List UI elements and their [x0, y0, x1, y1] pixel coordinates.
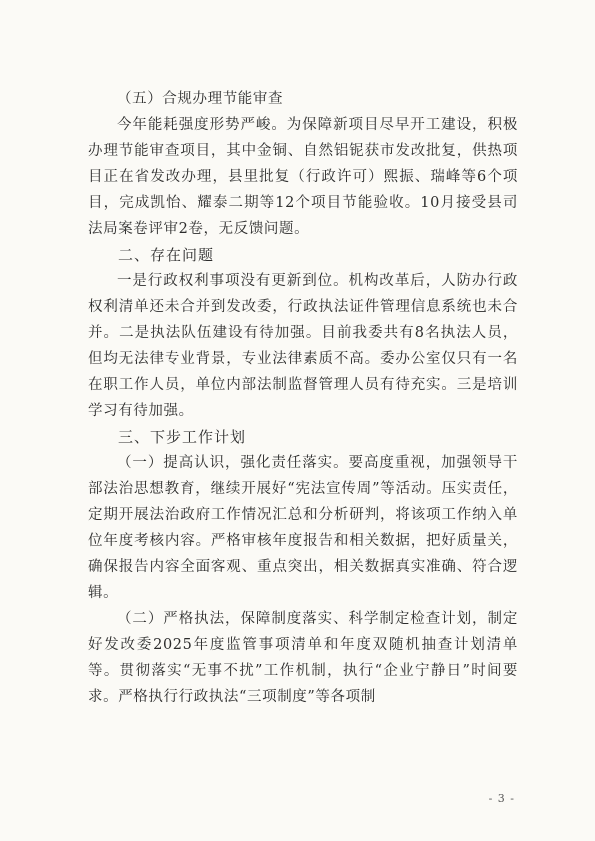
heading-5: （五）合规办理节能审查 [117, 91, 284, 107]
paragraph-plan-1: （一）提高认识，强化责任落实。要高度重视，加强领导干部法治思想教育，继续开展好“宪法宣传周”等活动。压实责任，定期开展法治政府工作情况汇总和分析研判，将该项工作纳入单位年度考核内容。严格审核年度报告和相关数据，把好质量关，确保报告内容全面客观、重点突出，相关数据真实准确、符合逻辑。 [88, 455, 518, 601]
page-number: - 3 - [488, 792, 515, 805]
paragraph-energy-review: 今年能耗强度形势严峻。为保障新项目尽早开工建设，积极办理节能审查项目，其中金铜、自然铝铌获市发改批复，供热项目正在省发改办理，县里批复（行政许可）熙振、瑞峰等6个项目，完成凯怡、耀泰二期等12个项目节能验收。10月接受县司法局案卷评审2卷，无反馈问题。 [88, 117, 518, 237]
document-body [88, 86, 518, 710]
heading-3-plan: 三、下步工作计划 [118, 428, 247, 446]
paragraph-issues: 一是行政权利事项没有更新到位。机构改革后，人防办行政权利清单还未合并到发改委，行政执法证件管理信息系统也未合并。二是执法队伍建设有待加强。目前我委共有8名执法人员，但均无法律专业背景，专业法律素质不高。委办公室仅只有一名在职工作人员，单位内部法制监督管理人员有待充实。三是培训学习有待加强。 [88, 273, 518, 419]
paragraph-plan-2: （二）严格执法，保障制度落实、科学制定检查计划，制定好发改委2025年度监管事项清单和年度双随机抽查计划清单等。贯彻落实“无事不扰”工作机制，执行“企业宁静日”时间要求。严格执行行政执法“三项制度”等各项制 [88, 611, 518, 705]
heading-2-issues: 二、存在问题 [118, 246, 215, 264]
